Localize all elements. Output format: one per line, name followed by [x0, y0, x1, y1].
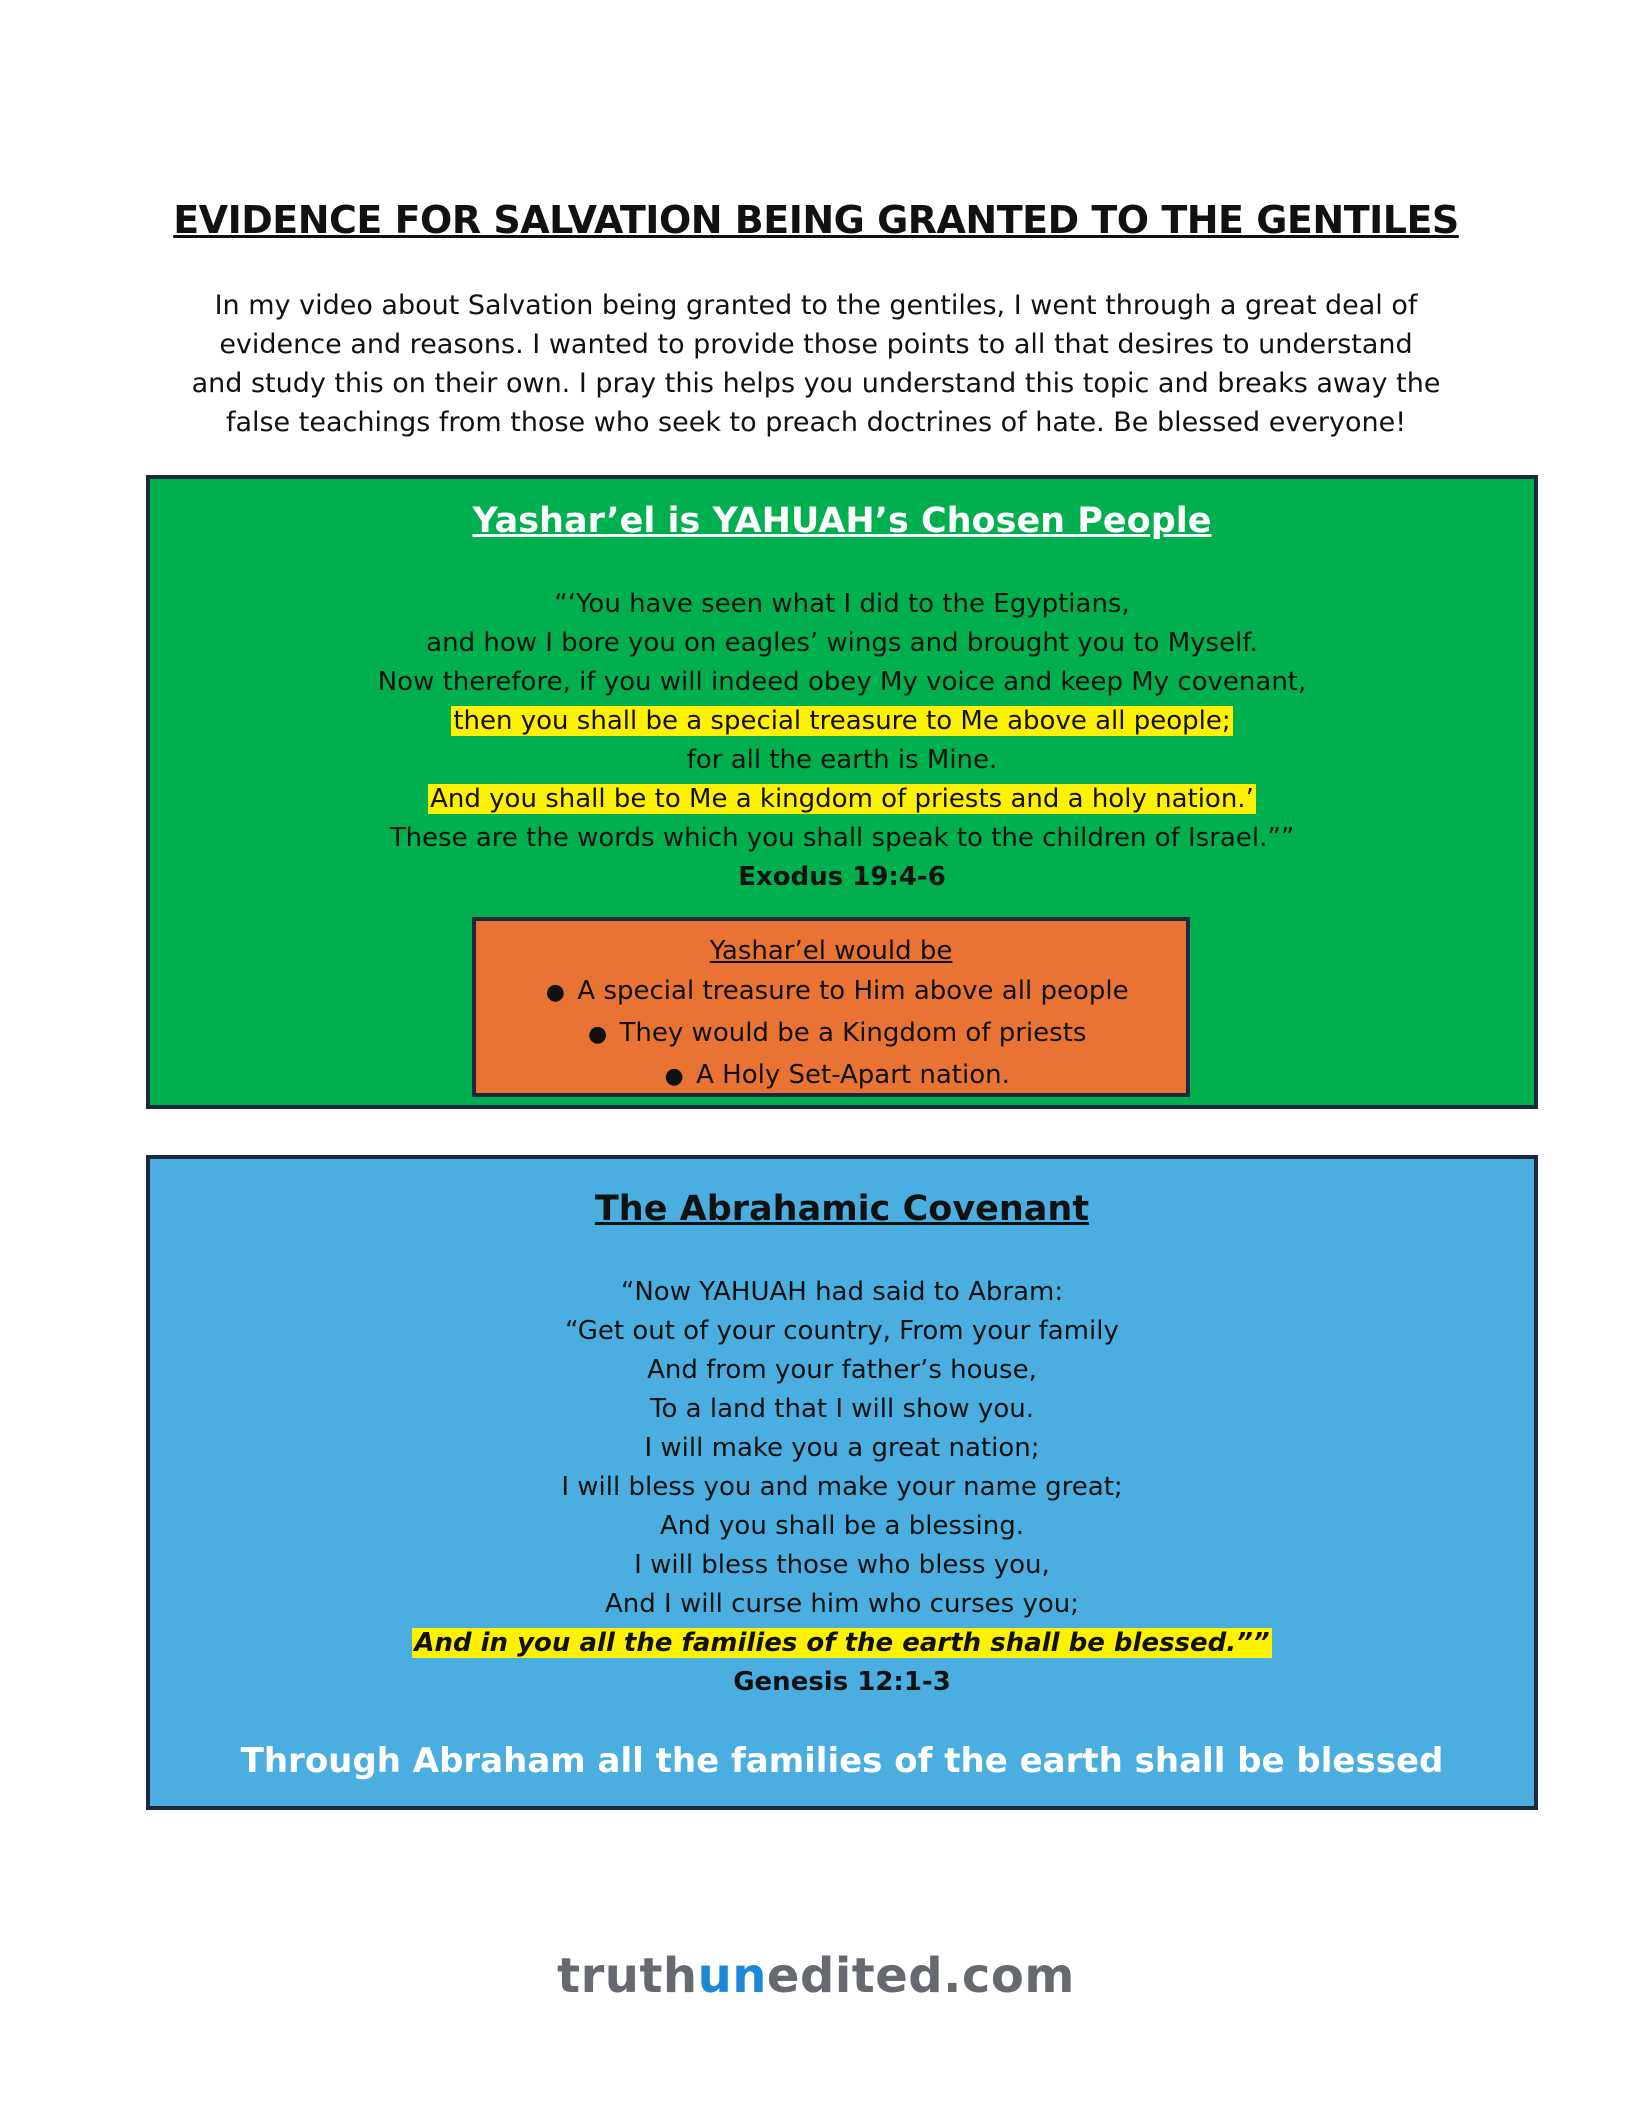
verse-line: and how I bore you on eagles’ wings and brought you to Myself. [426, 628, 1258, 658]
verse-line: These are the words which you shall speak to the children of Israel.”” [389, 823, 1295, 853]
summary-list [476, 971, 1186, 1097]
site-logo [0, 1946, 1632, 2006]
verse-line: I will bless you and make your name great; [561, 1472, 1123, 1502]
verse-line: And I will curse him who curses you; [605, 1589, 1079, 1619]
verse-line: I will make you a great nation; [644, 1433, 1040, 1463]
verse-reference: Exodus 19:4-6 [738, 862, 946, 892]
verse-line: Now therefore, if you will indeed obey My voice and keep My covenant, [377, 667, 1307, 697]
chosen-people-panel [146, 475, 1538, 1109]
verse-line: for all the earth is Mine. [686, 745, 998, 775]
covenant-conclusion: Through Abraham all the families of the earth shall be blessed [240, 1741, 1444, 1781]
list-item-text: A Holy Set-Apart nation. [696, 1060, 1010, 1090]
verse-line: I will bless those who bless you, [634, 1550, 1050, 1580]
list-item-text: They would be a Kingdom of priests [619, 1018, 1087, 1048]
list-item [476, 1013, 1186, 1055]
bullet-icon: ● [664, 1064, 684, 1089]
bullet-icon: ● [545, 980, 565, 1005]
page-title: EVIDENCE FOR SALVATION BEING GRANTED TO THE GENTILES [173, 198, 1459, 242]
summary-box [472, 917, 1190, 1097]
highlight-special-treasure: then you shall be a special treasure to Me above all people; [453, 706, 1231, 736]
list-item [476, 1055, 1186, 1097]
verse-line: To a land that I will show you. [650, 1394, 1034, 1424]
verse-line: And you shall be a blessing. [660, 1511, 1024, 1541]
list-item [476, 971, 1186, 1013]
list-item-text: A special treasure to Him above all people [577, 976, 1129, 1006]
abrahamic-covenant-panel [146, 1155, 1538, 1810]
logo-accent: un [697, 1948, 767, 2004]
highlight-kingdom-of-priests: And you shall be to Me a kingdom of priests and a holy nation.’ [430, 784, 1254, 814]
exodus-verse [150, 585, 1534, 897]
verse-line: “Now YAHUAH had said to Abram: [620, 1277, 1064, 1307]
verse-line: And from your father’s house, [647, 1355, 1037, 1385]
logo-part: edited.com [766, 1948, 1075, 2004]
summary-title: Yashar’el would be [709, 936, 953, 966]
abrahamic-covenant-heading: The Abrahamic Covenant [594, 1189, 1090, 1229]
verse-line-highlighted [150, 1624, 1534, 1663]
intro-paragraph: In my video about Salvation being granted to the gentiles, I went through a great deal of evidence and reasons. I wanted to provide those points to all that desires to understand and study this on their own. I pray this helps you understand this topic and breaks away the false teachings from those who seek to preach doctrines of hate. Be blessed everyone! [191, 290, 1441, 438]
verse-line: “Get out of your country, From your family [565, 1316, 1119, 1346]
bullet-icon: ● [587, 1022, 608, 1047]
logo-part: truth [557, 1948, 698, 2004]
verse-line: “‘You have seen what I did to the Egyptians, [554, 589, 1130, 619]
chosen-people-heading: Yashar’el is YAHUAH’s Chosen People [472, 501, 1212, 541]
highlight-families-blessed: And in you all the families of the earth shall be blessed.”” [414, 1628, 1270, 1658]
genesis-verse [150, 1273, 1534, 1702]
verse-reference: Genesis 12:1-3 [733, 1667, 951, 1697]
verse-line-highlighted [150, 702, 1534, 741]
verse-line-highlighted [150, 780, 1534, 819]
